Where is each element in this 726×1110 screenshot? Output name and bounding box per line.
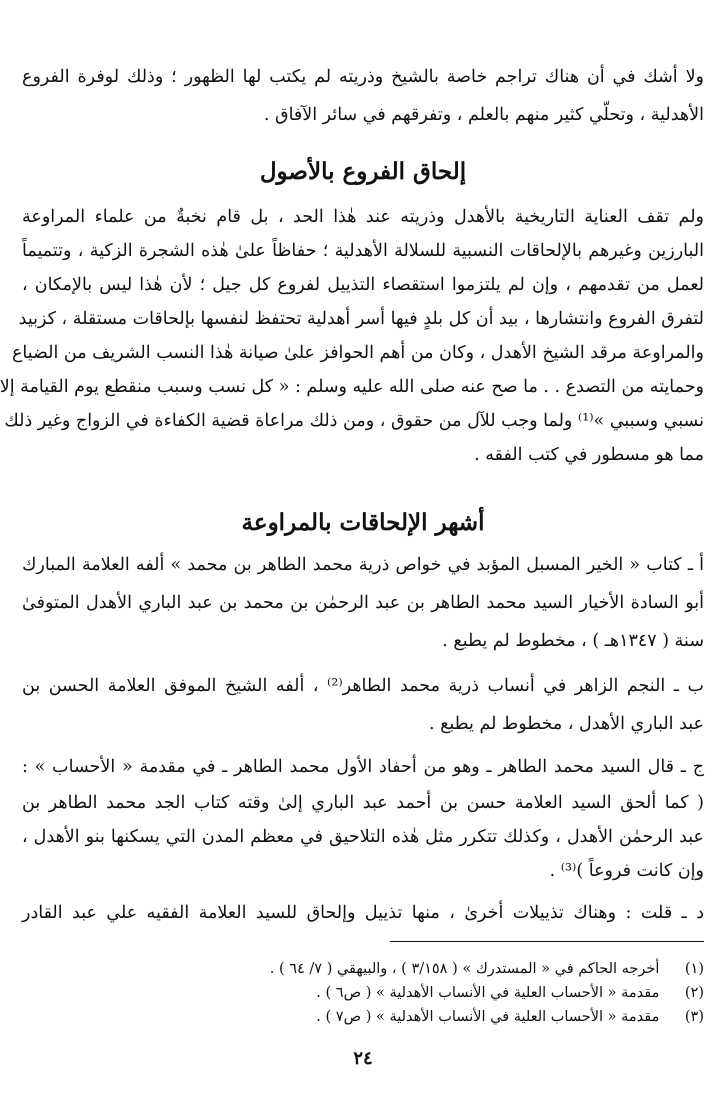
- paragraph-line: مما هو مسطور في كتب الفقه .: [474, 445, 704, 465]
- list-item-line: د ـ قلت : وهناك تذييلات أخرىٰ ، منها تذييل وإلحاق للسيد العلامة الفقيه علي عبد القادر: [22, 903, 704, 923]
- list-item-line: وإن كانت فروعاً )⁽³⁾ .: [549, 861, 704, 881]
- footnote-divider: [390, 941, 704, 942]
- paragraph-line: ولم تقف العناية التاريخية بالأهدل وذريته عند هٰذا الحد ، بل قام نخبةٌ من علماء المراوعة: [22, 207, 704, 227]
- paragraph-line: لعمل من تقدمهم ، وإن لم يلتزموا استقصاء التذييل لفروع كل جيل ؛ لأن هٰذا ليس بالإمكان ،: [22, 275, 704, 295]
- page-number: ٢٤: [353, 1048, 373, 1069]
- list-item-line: عبد الباري الأهدل ، مخطوط لم يطبع .: [428, 714, 704, 734]
- paragraph-line: والمراوعة مرقد الشيخ الأهدل ، وكان من أهم الحوافز علىٰ صيانة هٰذا النسب الشريف من الضياع: [11, 343, 704, 363]
- footnote: [22, 958, 704, 980]
- paragraph-line: وحمايته من التصدع . . ما صح عنه صلى الله عليه وسلم : « كل نسب وسبب منقطع يوم القيامة إلا: [0, 377, 704, 397]
- footnote-number: (١): [684, 961, 704, 977]
- list-item-line: سنة ( ١٣٤٧هـ ) ، مخطوط لم يطبع .: [442, 631, 704, 651]
- footnote-text: مقدمة « الأحساب العلية في الأنساب الأهدلية » ( ص٧ ) .: [316, 1009, 660, 1025]
- paragraph-line: لتفرق الفروع وانتشارها ، بيد أن كل بلدٍ فيها أسر أهدلية تحتفظ لنفسها بإلحاقات مستقلة ، كزبيد: [18, 309, 704, 329]
- section-heading: إلحاق الفروع بالأصول: [259, 158, 467, 185]
- footnote-number: (٣): [684, 1009, 704, 1025]
- list-item-line: ج ـ قال السيد محمد الطاهر ـ وهو من أحفاد الأول محمد الطاهر ـ في مقدمة « الأحساب » :: [22, 757, 704, 777]
- list-item-line: ( كما ألحق السيد العلامة حسن بن أحمد عبد الباري إلىٰ وقته كتاب الجد محمد الطاهر بن: [22, 793, 704, 813]
- list-item-line: أبو السادة الأخيار السيد محمد الطاهر بن عبد الرحمٰن بن محمد بن عبد الباري الأهدل المتوفىٰ: [22, 593, 704, 613]
- paragraph-line: نسبي وسببي »⁽¹⁾ ولما وجب للآل من حقوق ، ومن ذلك مراعاة قضية الكفاءة في الزواج وغير ذلك: [4, 411, 704, 431]
- paragraph-line: البارزين وغيرهم بالإلحاقات النسبية للسلالة الأهدلية ؛ حفاظاً علىٰ هٰذه الشجرة الزكية ، وتتميماً: [22, 241, 704, 261]
- section-heading: أشهر الإلحاقات بالمراوعة: [241, 509, 485, 536]
- list-item-line: أ ـ كتاب « الخير المسبل المؤبد في خواص ذرية محمد الطاهر بن محمد » ألفه العلامة المبارك: [22, 555, 704, 575]
- footnote: [22, 982, 704, 1004]
- intro-line: ولا أشك في أن هناك تراجم خاصة بالشيخ وذريته لم يكتب لها الظهور ؛ وذلك لوفرة الفروع: [22, 67, 704, 87]
- list-item-line: ب ـ النجم الزاهر في أنساب ذرية محمد الطاهر⁽²⁾ ، ألفه الشيخ الموفق العلامة الحسن بن: [22, 676, 704, 696]
- footnote-number: (٢): [684, 985, 704, 1001]
- footnote-text: أخرجه الحاكم في « المستدرك » ( ٣/١٥٨ ) ، والبيهقي ( ٧/ ٦٤ ) .: [269, 961, 660, 977]
- footnote-text: مقدمة « الأحساب العلية في الأنساب الأهدلية » ( ص٦ ) .: [316, 985, 660, 1001]
- intro-line: الأهدلية ، وتحلّي كثير منهم بالعلم ، وتفرقهم في سائر الآفاق .: [263, 105, 704, 125]
- list-item-line: عبد الرحمٰن الأهدل ، وكذلك تتكرر مثل هٰذه التلاحيق في معظم المدن التي يسكنها بنو الأهدل ،: [22, 827, 704, 847]
- footnote: [22, 1006, 704, 1028]
